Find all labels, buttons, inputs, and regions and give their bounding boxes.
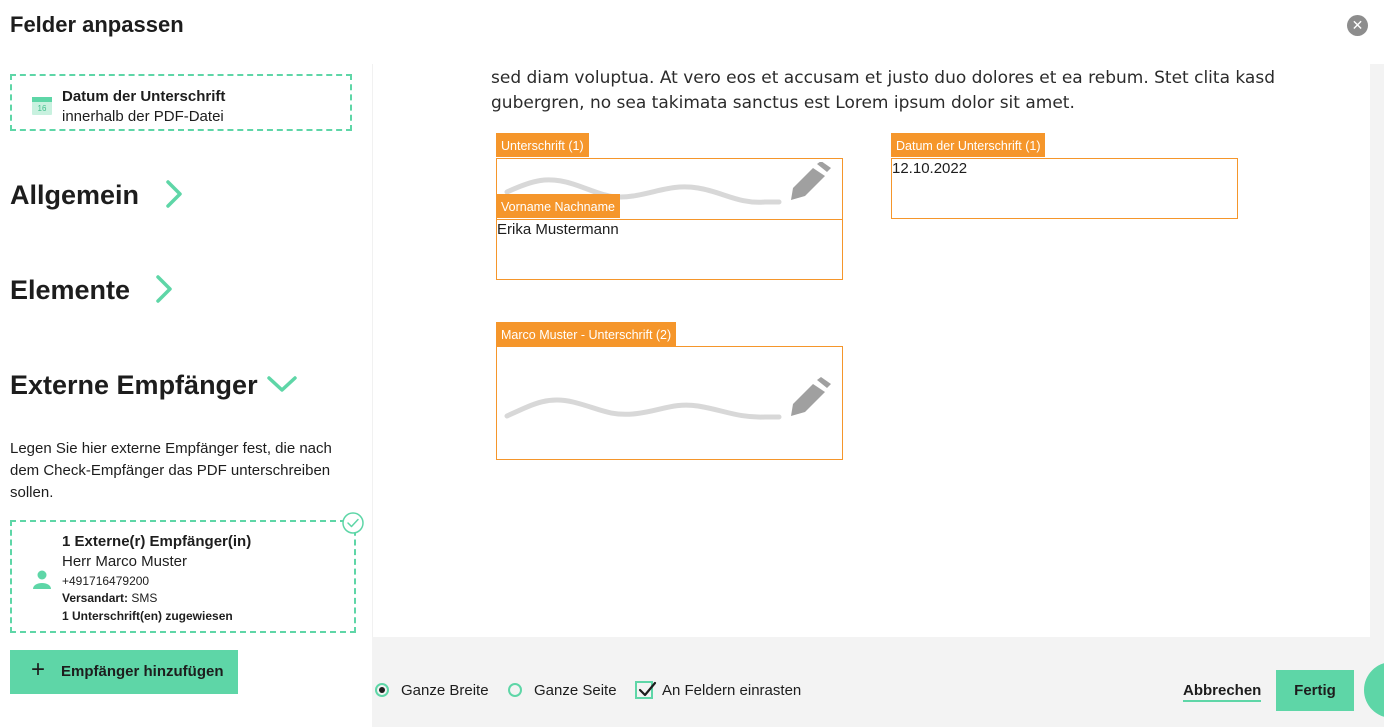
date-card-title: Datum der Unterschrift bbox=[62, 88, 226, 105]
external-recipients-description: Legen Sie hier externe Empfänger fest, die nach dem Check-Empfänger das PDF unterschreiben sollen. bbox=[10, 440, 332, 501]
recipient-name: Herr Marco Muster bbox=[62, 553, 188, 570]
date-card-subtitle: innerhalb der PDF-Datei bbox=[62, 108, 224, 125]
cancel-button[interactable]: Abbrechen bbox=[1183, 682, 1261, 702]
snap-to-fields-label[interactable]: An Feldern einrasten bbox=[662, 682, 802, 699]
recipient-card[interactable] bbox=[10, 520, 356, 633]
dialog-title: Felder anpassen bbox=[10, 12, 184, 37]
calendar-icon: 16 bbox=[32, 97, 52, 115]
check-circle-icon bbox=[342, 512, 364, 534]
date-signature-card[interactable] bbox=[10, 74, 352, 131]
document-right-edge bbox=[1370, 64, 1384, 727]
recipient-card-title: 1 Externe(r) Empfänger(in) bbox=[62, 533, 252, 550]
done-button[interactable]: Fertig bbox=[1276, 670, 1354, 711]
radio-full-width[interactable] bbox=[375, 683, 389, 697]
signature-placeholder-icon bbox=[503, 376, 833, 426]
signature-field-1-label: Unterschrift (1) bbox=[496, 133, 589, 157]
date-field-1-value: 12.10.2022 bbox=[892, 160, 968, 177]
recipient-phone: +491716479200 bbox=[62, 574, 150, 588]
plus-icon: + bbox=[31, 656, 46, 683]
section-external-recipients[interactable]: Externe Empfänger bbox=[10, 370, 258, 400]
radio-full-width-label[interactable]: Ganze Breite bbox=[401, 682, 489, 699]
name-field-label: Vorname Nachname bbox=[496, 194, 620, 218]
chevron-down-icon[interactable] bbox=[266, 374, 298, 394]
add-recipient-label: Empfänger hinzufügen bbox=[61, 663, 224, 680]
section-elements[interactable]: Elemente bbox=[10, 275, 131, 305]
section-general[interactable]: Allgemein bbox=[10, 180, 140, 210]
document-text-line: gubergren, no sea takimata sanctus est Lorem ipsum dolor sit amet. bbox=[491, 93, 1075, 113]
chevron-right-icon[interactable] bbox=[164, 179, 184, 209]
add-recipient-button[interactable] bbox=[10, 650, 238, 694]
date-field-1-label: Datum der Unterschrift (1) bbox=[891, 133, 1045, 157]
person-icon bbox=[32, 569, 52, 589]
recipient-signature-count: 1 Unterschrift(en) zugewiesen bbox=[62, 609, 233, 623]
radio-full-page[interactable] bbox=[508, 683, 522, 697]
close-icon[interactable]: ✕ bbox=[1347, 15, 1368, 36]
sidebar bbox=[0, 64, 372, 727]
document-text bbox=[491, 66, 1351, 116]
signature-field-2-label: Marco Muster - Unterschrift (2) bbox=[496, 322, 676, 346]
radio-full-page-label[interactable]: Ganze Seite bbox=[534, 682, 617, 699]
document-text-line: sed diam voluptua. At vero eos et accusam et justo duo dolores et ea rebum. Stet clita kasd bbox=[491, 68, 1276, 88]
name-field-value: Erika Mustermann bbox=[497, 221, 619, 238]
recipient-send-method: Versandart: SMS bbox=[62, 591, 158, 605]
checkmark-icon bbox=[637, 679, 657, 699]
document-preview[interactable] bbox=[373, 64, 1370, 637]
snap-to-fields-checkbox[interactable] bbox=[635, 681, 653, 699]
chevron-right-icon[interactable] bbox=[154, 274, 174, 304]
